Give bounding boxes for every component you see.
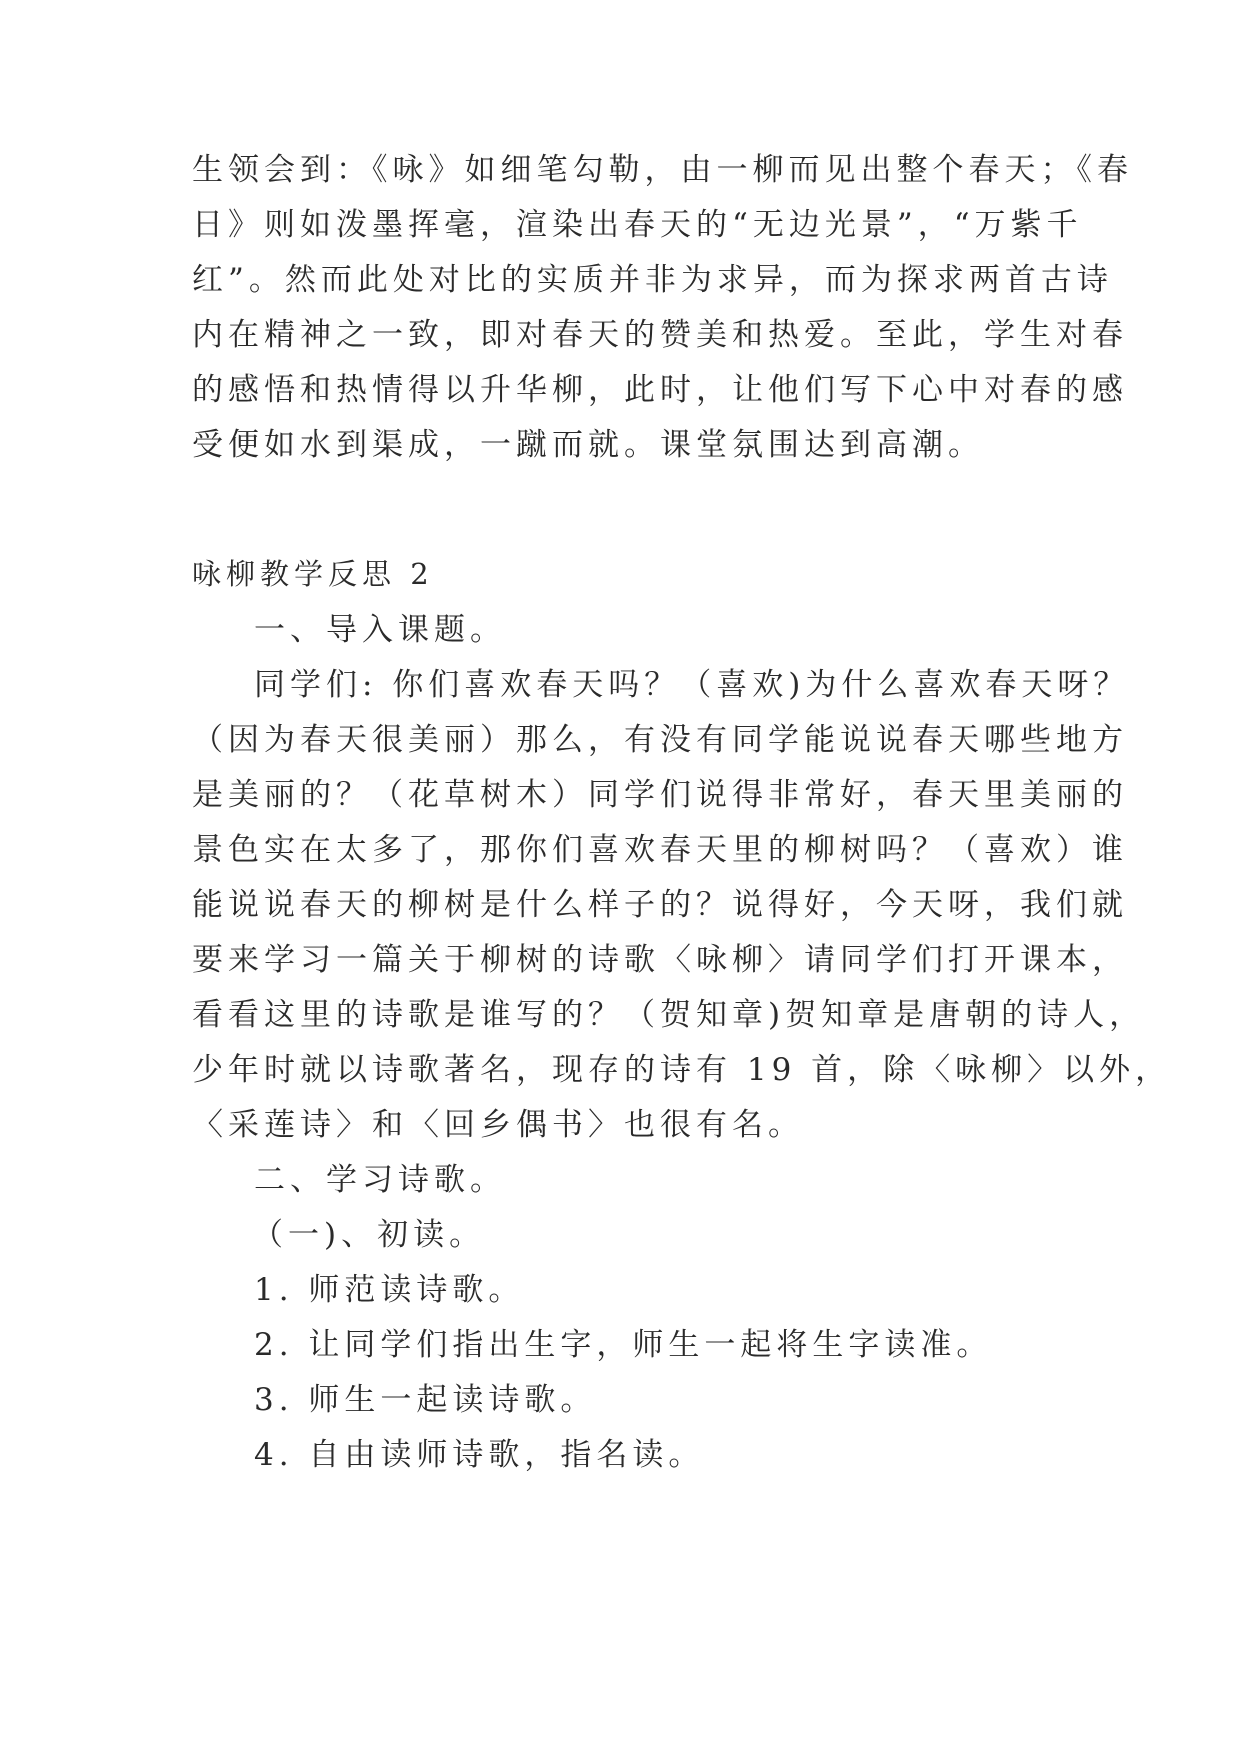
paragraph-line: 要来学习一篇关于柳树的诗歌〈咏柳〉请同学们打开课本， xyxy=(192,942,1128,978)
paragraph-line: 内在精神之一致，即对春天的赞美和热爱。至此，学生对春 xyxy=(192,317,1128,353)
paragraph-line: 的感悟和热情得以升华柳，此时，让他们写下心中对春的感 xyxy=(192,372,1128,408)
step-item: 2. 让同学们指出生字，师生一起将生字读准。 xyxy=(254,1327,993,1363)
sub-heading: （一)、初读。 xyxy=(252,1217,486,1253)
paragraph-line: 〈采莲诗〉和〈回乡偶书〉也很有名。 xyxy=(192,1107,804,1143)
paragraph-line: 受便如水到渠成，一蹴而就。课堂氛围达到高潮。 xyxy=(192,427,984,463)
step-item: 3. 师生一起读诗歌。 xyxy=(254,1382,597,1418)
paragraph-line: 生领会到：《咏》如细笔勾勒，由一柳而见出整个春天；《春 xyxy=(192,152,1133,188)
step-item: 1. 师范读诗歌。 xyxy=(254,1272,525,1308)
paragraph-line: 能说说春天的柳树是什么样子的？说得好，今天呀，我们就 xyxy=(192,887,1128,923)
part-heading: 二、学习诗歌。 xyxy=(254,1162,506,1198)
paragraph-line: 是美丽的？（花草树木）同学们说得非常好，春天里美丽的 xyxy=(192,777,1128,813)
paragraph-line: 日》则如泼墨挥毫，渲染出春天的“无边光景”，“万紫千 xyxy=(192,207,1083,243)
step-item: 4. 自由读师诗歌，指名读。 xyxy=(254,1437,705,1473)
paragraph-line: 看看这里的诗歌是谁写的？（贺知章)贺知章是唐朝的诗人， xyxy=(192,997,1146,1033)
paragraph-line: 同学们: 你们喜欢春天吗？（喜欢)为什么喜欢春天呀？ xyxy=(254,667,1130,703)
paragraph-line: 景色实在太多了，那你们喜欢春天里的柳树吗？（喜欢）谁 xyxy=(192,832,1128,868)
paragraph-line: 少年时就以诗歌著名，现存的诗有 19 首，除〈咏柳〉以外， xyxy=(192,1052,1172,1088)
section-title: 咏柳教学反思 2 xyxy=(192,557,434,591)
part-heading: 一、导入课题。 xyxy=(254,612,506,648)
paragraph-line: （因为春天很美丽）那么，有没有同学能说说春天哪些地方 xyxy=(192,722,1128,758)
paragraph-line: 红”。然而此处对比的实质并非为求异，而为探求两首古诗 xyxy=(192,262,1113,298)
